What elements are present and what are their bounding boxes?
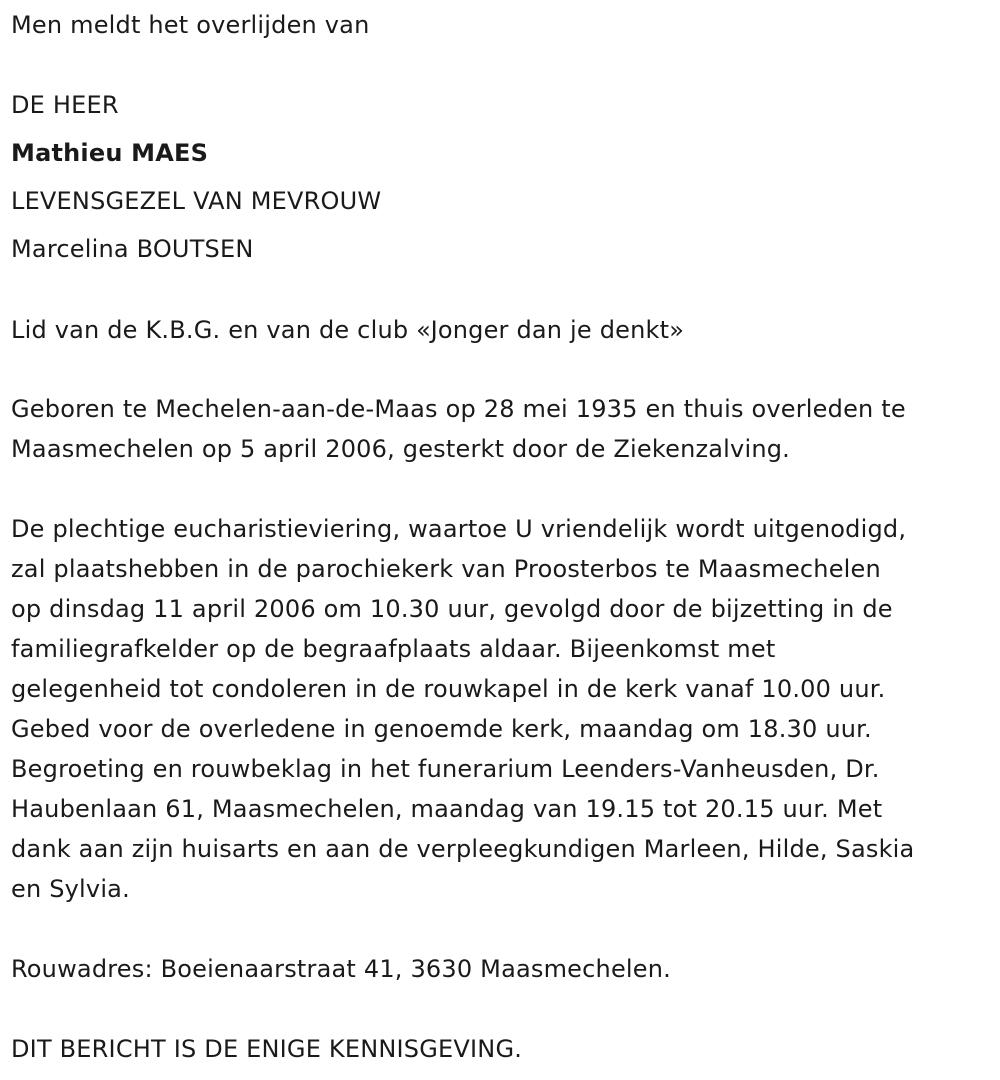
salutation: DE HEER <box>11 91 119 119</box>
ceremony-line: Begroeting en rouwbeklag in het funerarium Leenders-Vanheusden, Dr. <box>11 755 880 783</box>
membership-text: Lid van de K.B.G. en van de club «Jonger dan je denkt» <box>11 316 685 344</box>
ceremony-line: gelegenheid tot condoleren in de rouwkapel in de kerk vanaf 10.00 uur. <box>11 675 886 703</box>
ceremony-line: en Sylvia. <box>11 875 130 903</box>
ceremony-line: Gebed voor de overledene in genoemde kerk, maandag om 18.30 uur. <box>11 715 872 743</box>
intro-text: Men meldt het overlijden van <box>11 11 370 39</box>
relation-text: LEVENSGEZEL VAN MEVROUW <box>11 187 382 215</box>
ceremony-line: dank aan zijn huisarts en aan de verpleegkundigen Marleen, Hilde, Saskia <box>11 835 915 863</box>
deceased-name: Mathieu MAES <box>11 139 209 167</box>
ceremony-line: familiegrafkelder op de begraafplaats aldaar. Bijeenkomst met <box>11 635 776 663</box>
birth-death-line: Geboren te Mechelen-aan-de-Maas op 28 mei 1935 en thuis overleden te <box>11 395 906 423</box>
partner-name: Marcelina BOUTSEN <box>11 235 254 263</box>
ceremony-line: zal plaatshebben in de parochiekerk van Proosterbos te Maasmechelen <box>11 555 881 583</box>
mourning-address: Rouwadres: Boeienaarstraat 41, 3630 Maasmechelen. <box>11 955 671 983</box>
ceremony-line: Haubenlaan 61, Maasmechelen, maandag van 19.15 tot 20.15 uur. Met <box>11 795 883 823</box>
ceremony-line: De plechtige eucharistieviering, waartoe U vriendelijk wordt uitgenodigd, <box>11 515 907 543</box>
ceremony-line: op dinsdag 11 april 2006 om 10.30 uur, gevolgd door de bijzetting in de <box>11 595 893 623</box>
notice-text: DIT BERICHT IS DE ENIGE KENNISGEVING. <box>11 1035 523 1063</box>
birth-death-line: Maasmechelen op 5 april 2006, gesterkt door de Ziekenzalving. <box>11 435 790 463</box>
